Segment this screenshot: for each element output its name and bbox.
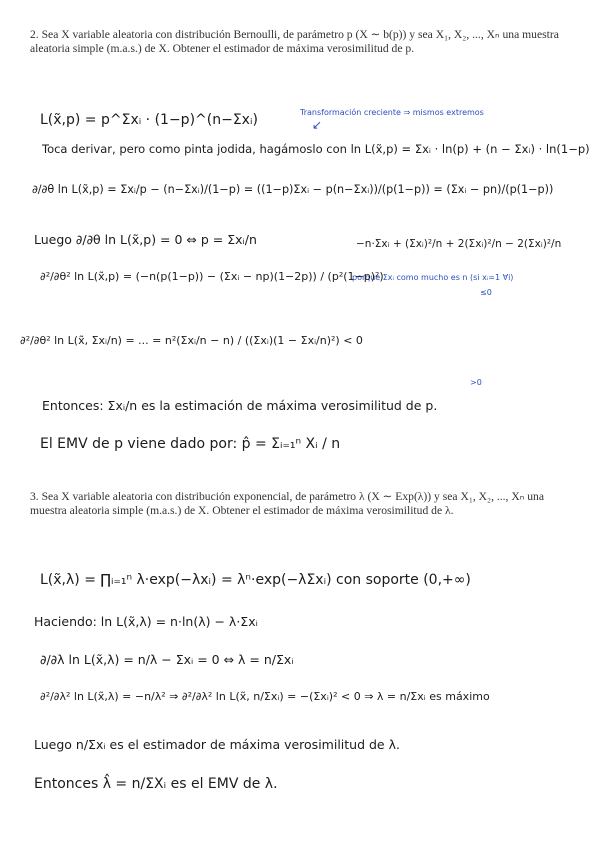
luego-p: Luego ∂/∂θ ln L(x̃,p) = 0 ⇔ p = Σxᵢ/n: [34, 232, 257, 247]
evaluated-second-derivative: ∂²/∂θ² ln L(x̃, Σxᵢ/n) = ... = n²(Σxᵢ/n − n) / ((Σxᵢ)(1 − Σxᵢ/n)²) < 0: [20, 334, 363, 347]
note-le0: ≤0: [480, 288, 492, 297]
emv-p: El EMV de p viene dado por: p̂ = Σᵢ₌₁ⁿ Xᵢ / n: [40, 436, 341, 452]
luego-lambda: Luego n/Σxᵢ es el estimador de máxima verosimilitud de λ.: [34, 737, 400, 752]
log-likelihood: Haciendo: ln L(x̃,λ) = n·ln(λ) − λ·Σxᵢ: [34, 614, 258, 629]
note-porque: porque Σxᵢ como mucho es n (si xᵢ=1 ∀i): [352, 273, 514, 282]
second-derivative: ∂²/∂θ² ln L(x̃,p) = (−n(p(1−p)) − (Σxᵢ − np)(1−2p)) / (p²(1−p)²): [40, 270, 384, 283]
first-derivative: ∂/∂θ ln L(x̃,p) = Σxᵢ/p − (n−Σxᵢ)/(1−p) = ((1−p)Σxᵢ − p(n−Σxᵢ))/(p(1−p)) = (Σxᵢ − pn)/(p(1−p)): [32, 183, 554, 196]
side-expression: −n·Σxᵢ + (Σxᵢ)²/n + 2(Σxᵢ)²/n − 2(Σxᵢ)²/n: [356, 238, 562, 250]
first-derivative-lambda: ∂/∂λ ln L(x̃,λ) = n/λ − Σxᵢ = 0 ⇔ λ = n/Σxᵢ: [40, 652, 294, 667]
problem-2-statement: 2. Sea X variable aleatoria con distribución Bernoulli, de parámetro p (X ∼ b(p)) y sea X₁, X₂, ..., Xₙ una muestra aleatoria simple (m.a.s.) de X. Obtener el estimador de máxima verosimilitud de p.: [30, 28, 559, 55]
likelihood-exponential: L(x̃,λ) = ∏ᵢ₌₁ⁿ λ·exp(−λxᵢ) = λⁿ·exp(−λΣxᵢ) con soporte (0,+∞): [40, 572, 471, 588]
conclusion-estimate: Entonces: Σxᵢ/n es la estimación de máxima verosimilitud de p.: [42, 398, 438, 413]
second-derivative-lambda: ∂²/∂λ² ln L(x̃,λ) = −n/λ² ⇒ ∂²/∂λ² ln L(x̃, n/Σxᵢ) = −(Σxᵢ)² < 0 ⇒ λ = n/Σxᵢ es máximo: [40, 690, 490, 703]
problem-3-statement: 3. Sea X variable aleatoria con distribución exponencial, de parámetro λ (X ∼ Exp(λ)) y sea X₁, X₂, ..., Xₙ una muestra aleatoria simple (m.a.s.) de X. Obtener el estimador de máxima verosimilitud de λ.: [30, 490, 544, 517]
note-transformation: Transformación creciente ⇒ mismos extremos: [300, 108, 484, 117]
note-gt0: >0: [470, 378, 482, 387]
likelihood-bernoulli: L(x̃,p) = p^Σxᵢ · (1−p)^(n−Σxᵢ): [40, 112, 258, 128]
note-arrow-icon: ↙: [312, 118, 323, 132]
emv-lambda: Entonces λ̂ = n/ΣXᵢ es el EMV de λ.: [34, 776, 278, 792]
derive-text: Toca derivar, pero como pinta jodida, hagámoslo con ln L(x̃,p) = Σxᵢ · ln(p) + (n − Σxᵢ) · ln(1−p): [42, 142, 590, 156]
